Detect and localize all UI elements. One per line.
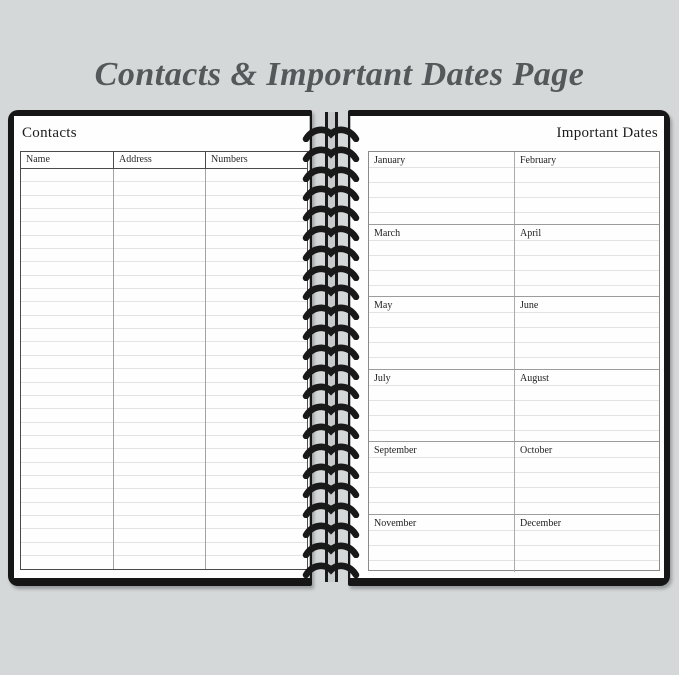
wire-loop bbox=[302, 562, 360, 578]
month-label: December bbox=[520, 518, 562, 529]
month-label: August bbox=[520, 373, 549, 384]
ruled-row bbox=[21, 369, 307, 382]
ruled-line bbox=[369, 400, 514, 401]
ruled-row bbox=[21, 222, 307, 235]
ruled-line bbox=[369, 430, 514, 431]
wire-loop bbox=[302, 126, 360, 142]
wire-loop bbox=[302, 364, 360, 380]
ruled-row bbox=[21, 342, 307, 355]
month-cell-january bbox=[369, 152, 514, 224]
column-header-address: Address bbox=[114, 152, 206, 168]
month-row bbox=[369, 370, 659, 442]
column-header-name: Name bbox=[21, 152, 114, 168]
ruled-line bbox=[369, 197, 514, 198]
ruled-line bbox=[515, 327, 659, 328]
wire-loop bbox=[302, 225, 360, 241]
ruled-line bbox=[369, 385, 514, 386]
page-title: Contacts & Important Dates Page bbox=[94, 56, 585, 93]
month-cell-november bbox=[369, 515, 514, 572]
month-row bbox=[369, 297, 659, 370]
ruled-row bbox=[21, 423, 307, 436]
wire-loop bbox=[302, 245, 360, 261]
ruled-line bbox=[369, 285, 514, 286]
ruled-line bbox=[515, 212, 659, 213]
ruled-line bbox=[369, 327, 514, 328]
wire-loop bbox=[302, 383, 360, 399]
ruled-line bbox=[515, 430, 659, 431]
month-cell-april bbox=[514, 225, 659, 296]
month-cell-september bbox=[369, 442, 514, 514]
month-cell-march bbox=[369, 225, 514, 296]
wire-loop bbox=[302, 304, 360, 320]
ruled-line bbox=[369, 312, 514, 313]
notebook-left-cover bbox=[8, 110, 312, 586]
wire-loop bbox=[302, 443, 360, 459]
month-row bbox=[369, 515, 659, 572]
ruled-row bbox=[21, 289, 307, 302]
month-label: June bbox=[520, 300, 539, 311]
ruled-line bbox=[515, 285, 659, 286]
ruled-line bbox=[515, 240, 659, 241]
ruled-line bbox=[515, 385, 659, 386]
month-label: May bbox=[374, 300, 393, 311]
contacts-table-body bbox=[21, 169, 307, 569]
ruled-row bbox=[21, 476, 307, 489]
month-row bbox=[369, 442, 659, 515]
wire-loop bbox=[302, 542, 360, 558]
month-grid bbox=[368, 151, 660, 571]
ruled-line bbox=[515, 502, 659, 503]
month-cell-december bbox=[514, 515, 659, 572]
wire-loop bbox=[302, 146, 360, 162]
month-label: January bbox=[374, 155, 406, 166]
wire-loop bbox=[302, 502, 360, 518]
ruled-row bbox=[21, 276, 307, 289]
wire-loop bbox=[302, 463, 360, 479]
ruled-row bbox=[21, 182, 307, 195]
ruled-row bbox=[21, 169, 307, 182]
ruled-row bbox=[21, 196, 307, 209]
ruled-line bbox=[515, 357, 659, 358]
contacts-table-header bbox=[21, 152, 307, 169]
ruled-row bbox=[21, 516, 307, 529]
month-cell-may bbox=[369, 297, 514, 369]
ruled-line bbox=[515, 545, 659, 546]
ruled-row bbox=[21, 543, 307, 556]
wire-loop bbox=[302, 423, 360, 439]
ruled-line bbox=[369, 560, 514, 561]
month-cell-august bbox=[514, 370, 659, 441]
wire-loop bbox=[302, 324, 360, 340]
ruled-row bbox=[21, 396, 307, 409]
ruled-row bbox=[21, 409, 307, 422]
wire-loop bbox=[302, 265, 360, 281]
ruled-row bbox=[21, 463, 307, 476]
ruled-row bbox=[21, 329, 307, 342]
month-label: November bbox=[374, 518, 417, 529]
ruled-row bbox=[21, 249, 307, 262]
ruled-line bbox=[369, 502, 514, 503]
ruled-line bbox=[369, 545, 514, 546]
ruled-line bbox=[369, 270, 514, 271]
ruled-line bbox=[515, 400, 659, 401]
ruled-line bbox=[369, 530, 514, 531]
ruled-line bbox=[369, 457, 514, 458]
month-row bbox=[369, 152, 659, 225]
ruled-line bbox=[369, 212, 514, 213]
ruled-line bbox=[515, 487, 659, 488]
ruled-line bbox=[515, 167, 659, 168]
notebook-right-cover bbox=[348, 110, 670, 586]
ruled-row bbox=[21, 209, 307, 222]
ruled-line bbox=[369, 167, 514, 168]
column-divider bbox=[205, 169, 206, 569]
contacts-page bbox=[14, 116, 310, 578]
ruled-line bbox=[515, 415, 659, 416]
month-label: April bbox=[520, 228, 542, 239]
month-label: October bbox=[520, 445, 553, 456]
month-row bbox=[369, 225, 659, 297]
ruled-line bbox=[369, 182, 514, 183]
ruled-line bbox=[369, 255, 514, 256]
column-header-numbers: Numbers bbox=[211, 154, 248, 165]
ruled-line bbox=[369, 240, 514, 241]
ruled-line bbox=[515, 255, 659, 256]
wire-loop bbox=[302, 403, 360, 419]
ruled-row bbox=[21, 302, 307, 315]
ruled-row bbox=[21, 503, 307, 516]
ruled-line bbox=[369, 487, 514, 488]
wire-loop bbox=[302, 522, 360, 538]
wire-loop bbox=[302, 166, 360, 182]
month-cell-february bbox=[514, 152, 659, 224]
ruled-line bbox=[369, 357, 514, 358]
wire-loop bbox=[302, 205, 360, 221]
ruled-row bbox=[21, 436, 307, 449]
month-label: July bbox=[374, 373, 391, 384]
ruled-row bbox=[21, 316, 307, 329]
ruled-line bbox=[515, 472, 659, 473]
ruled-line bbox=[515, 457, 659, 458]
ruled-line bbox=[515, 312, 659, 313]
important-dates-heading: Important Dates bbox=[556, 125, 658, 141]
ruled-row bbox=[21, 489, 307, 502]
column-divider bbox=[113, 169, 114, 569]
ruled-line bbox=[369, 415, 514, 416]
ruled-line bbox=[515, 182, 659, 183]
contacts-table bbox=[20, 151, 308, 570]
ruled-line bbox=[515, 342, 659, 343]
important-dates-page bbox=[350, 116, 664, 578]
ruled-row bbox=[21, 449, 307, 462]
ruled-row bbox=[21, 356, 307, 369]
month-label: March bbox=[374, 228, 401, 239]
ruled-line bbox=[515, 530, 659, 531]
contacts-heading: Contacts bbox=[22, 125, 77, 141]
ruled-line bbox=[369, 342, 514, 343]
wire-loop bbox=[302, 482, 360, 498]
ruled-row bbox=[21, 529, 307, 542]
ruled-row bbox=[21, 383, 307, 396]
ruled-line bbox=[515, 560, 659, 561]
ruled-row bbox=[21, 236, 307, 249]
month-cell-july bbox=[369, 370, 514, 441]
wire-loop bbox=[302, 185, 360, 201]
month-label: September bbox=[374, 445, 417, 456]
ruled-line bbox=[515, 270, 659, 271]
month-label: February bbox=[520, 155, 557, 166]
month-cell-october bbox=[514, 442, 659, 514]
wire-loop bbox=[302, 344, 360, 360]
ruled-row bbox=[21, 262, 307, 275]
wire-loop bbox=[302, 284, 360, 300]
ruled-line bbox=[515, 197, 659, 198]
ruled-row bbox=[21, 556, 307, 569]
month-cell-june bbox=[514, 297, 659, 369]
ruled-line bbox=[369, 472, 514, 473]
